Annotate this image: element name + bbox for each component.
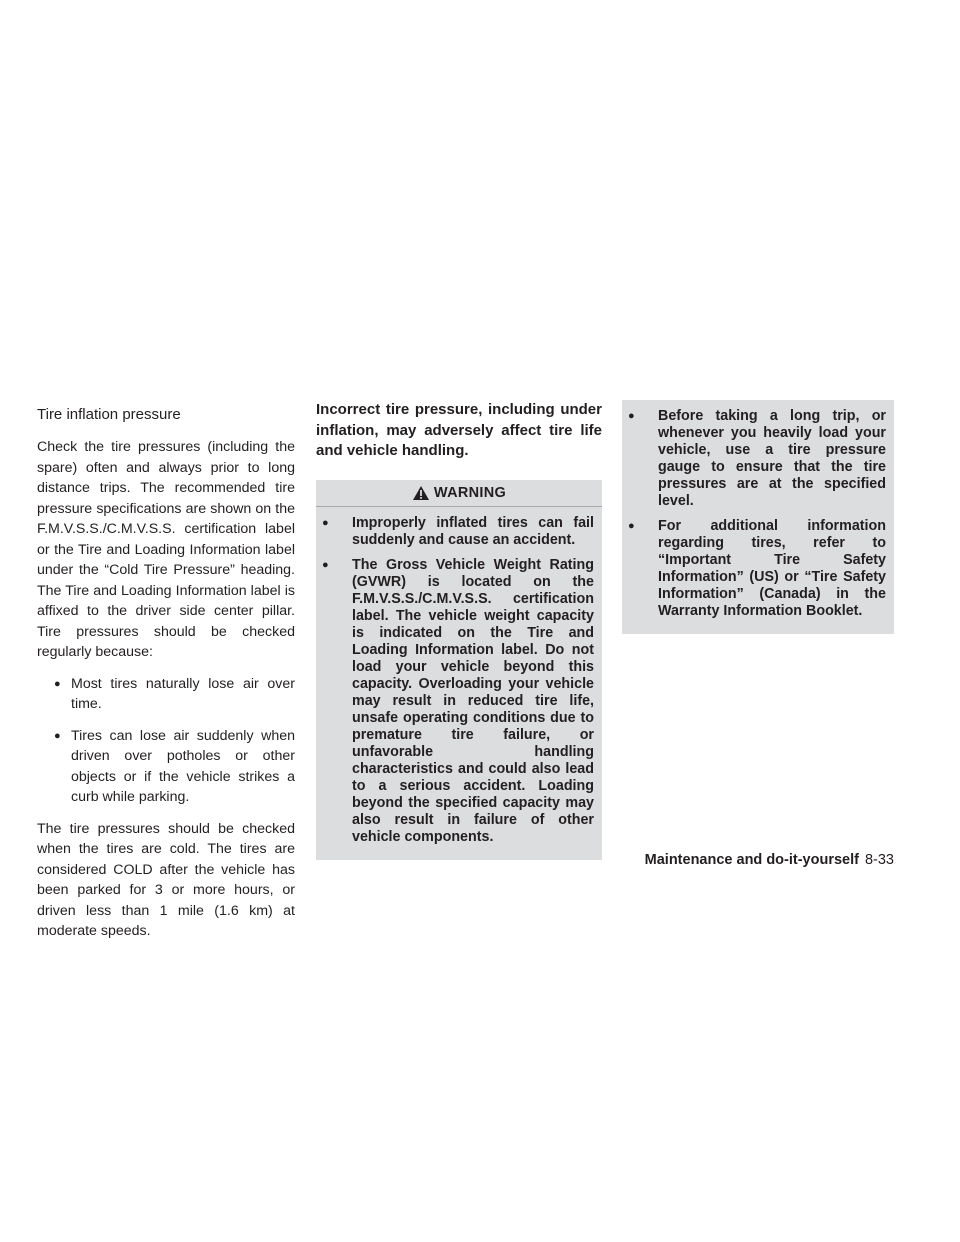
section-title: Tire inflation pressure	[37, 406, 181, 423]
warning-list	[316, 515, 602, 846]
right-column	[622, 400, 894, 634]
cold-tires-paragraph: The tire pressures should be checked when the tires are cold. The tires are considered COLD after the vehicle has been parked for 3 or more hours, or driven less than 1 mile (1.6 km) at moderate speeds.	[37, 820, 295, 939]
warning-item-text: For additional information regarding tires, refer to “Important Tire Safety Information” (US) or “Tire Safety Information” (Canada) in the Warranty Information Booklet.	[658, 518, 886, 619]
warning-item	[622, 408, 886, 510]
middle-column	[316, 400, 602, 860]
warning-title: WARNING	[433, 484, 507, 501]
warning-item	[316, 557, 594, 846]
bullet-dot-icon: ●	[628, 520, 635, 532]
warning-header	[316, 480, 602, 507]
bullet-dot-icon: ●	[54, 729, 61, 742]
bullet-dot-icon: ●	[54, 677, 61, 690]
intro-paragraph: Check the tire pressures (including the spare) often and always prior to long distance trips. The recommended tire pressure specifications are shown on the F.M.V.S.S./C.M.V.S.S. certification label or the Tire and Loading Information label under the “Cold Tire Pressure” heading. The Tire and Loading Information label is affixed to the driver side center pillar. Tire pressures should be checked regularly because:	[37, 439, 295, 660]
caution-statement: Incorrect tire pressure, including under inflation, may adversely affect tire life and vehicle handling.	[316, 401, 602, 459]
warning-list	[622, 408, 894, 620]
warning-triangle-icon	[412, 485, 430, 501]
list-item	[37, 726, 295, 808]
warning-item	[316, 515, 594, 549]
footer-section-title: Maintenance and do-it-yourself	[644, 852, 859, 868]
reasons-list	[37, 674, 295, 808]
list-item-text: Tires can lose air suddenly when driven over potholes or other objects or if the vehicle strikes a curb while parking.	[71, 727, 295, 805]
bullet-dot-icon: ●	[322, 558, 329, 571]
page-number: 8-33	[864, 852, 894, 868]
warning-item	[622, 518, 886, 620]
warning-box-continued	[622, 400, 894, 634]
warning-item-text: Before taking a long trip, or whenever you heavily load your vehicle, use a tire pressure gauge to ensure that the tire pressures are at the specified level.	[658, 408, 886, 509]
list-item-text: Most tires naturally lose air over time.	[71, 675, 295, 712]
bullet-dot-icon: ●	[628, 410, 635, 422]
warning-box	[316, 480, 602, 860]
list-item	[37, 674, 295, 715]
warning-item-text: The Gross Vehicle Weight Rating (GVWR) is located on the F.M.V.S.S./C.M.V.S.S. certification label. The vehicle weight capacity is indicated on the Tire and Loading Information label. Do not load your vehicle beyond this capacity. Overloading your vehicle may result in reduced tire life, unsafe operating conditions due to premature tire failure, or unfavorable handling characteristics and could also lead to a serious accident. Loading beyond the specified capacity may also result in failure of other vehicle components.	[352, 556, 594, 845]
warning-item-text: Improperly inflated tires can fail suddenly and cause an accident.	[352, 514, 594, 548]
left-column	[37, 400, 295, 953]
page-footer	[645, 850, 894, 870]
bullet-dot-icon: ●	[322, 516, 329, 529]
